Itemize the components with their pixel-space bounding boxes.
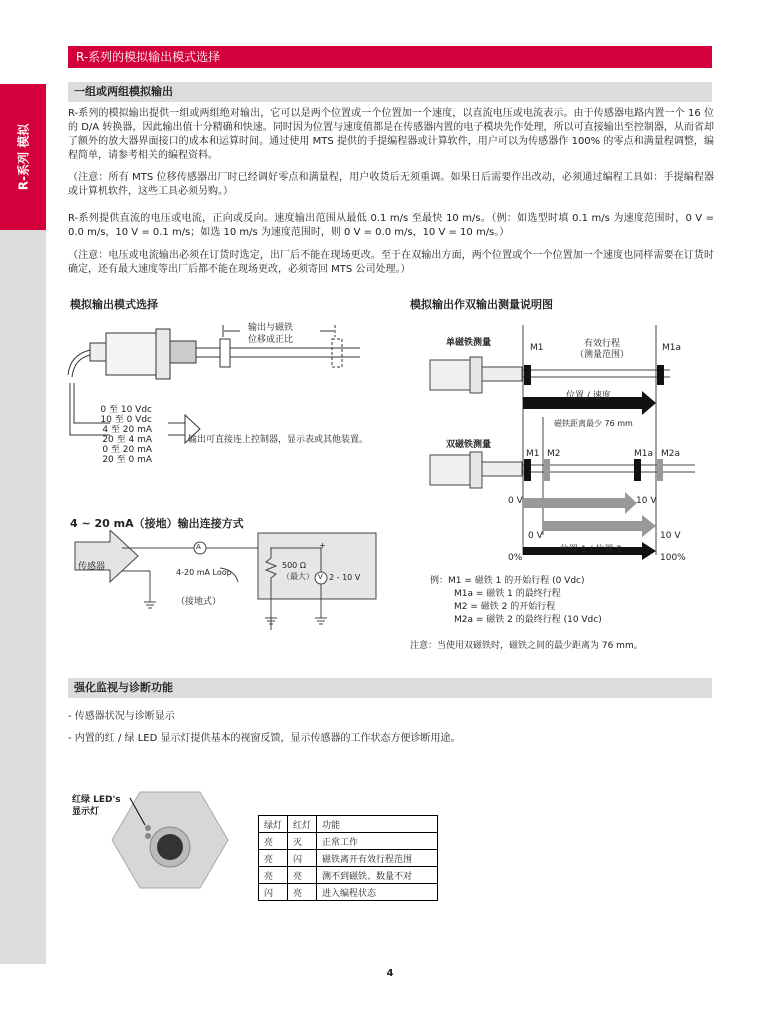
table-header-row: 绿灯 红灯 功能 [259, 816, 438, 833]
table-row: 亮 亮 测不到磁铁、数量不对 [259, 867, 438, 884]
section-heading: 强化监视与诊断功能 [68, 678, 712, 698]
sensor-head [106, 333, 156, 375]
proportional-label: 输出与磁铁 位移成正比 [248, 323, 294, 345]
led-icon [145, 833, 151, 839]
led-icon [145, 825, 151, 831]
min-distance-label: 磁铁距离最少 76 mm [554, 419, 633, 428]
resistor-label: 500 Ω （最大） [282, 561, 314, 581]
led-label: 红绿 LED's 显示灯 [72, 795, 121, 817]
bullet-item: - 传感器状况与诊断显示 [68, 711, 175, 722]
magnet-m1a [634, 459, 641, 481]
magnet [220, 339, 230, 367]
side-tab [0, 84, 46, 230]
paragraph: R-系列提供直流的电压或电流，正向或反向。速度输出范围从最低 0.1 m/s 至最快 10 m/s。（例：如选型时填 0.1 m/s 为速度范围时，0 V = 0.0 m/s，10 V = 0.1 m/s；如选 10 m/s 为速度范围时，则 0 V = 0.0 m/s，10 V = 10 m/s。） [68, 213, 714, 238]
minus-sign: - [147, 566, 150, 575]
magnet-m2a [657, 459, 663, 481]
paragraph-note: （注意：电压或电流输出必须在订货时选定，出厂后不能在现场更改。至于在双输出方面，两个位置或个一个位置加一个速度也同样需要在订货时确定，还有最大速度等出厂后都不能在现场更改，必须寄回 MTS 公司处理。） [68, 250, 714, 275]
m1-label: M1 [526, 449, 540, 459]
dual-magnet-note: 注意：当使用双磁铁时，磁铁之间的最少距离为 76 mm。 [410, 641, 643, 651]
bullet-item: - 内置的红 / 绿 LED 显示灯提供基本的视窗反馈，显示传感器的工作状态方便诊断用途。 [68, 733, 461, 744]
sensor-label: 传感器 [78, 562, 106, 572]
zero-percent-label: 0% [508, 553, 523, 563]
magnet-m1 [524, 459, 531, 481]
paragraph: R-系列的模拟输出提供一组或两组绝对输出，它可以是两个位置或一个位置加一个速度，以直流电压或电流表示。由于传感器电路内置一个 16 位的 D/A 转换器，因此输出值十分精确和快速。同时因为位置与速度值都是在传感器内置的电子模块先作处理，所以可直接输出至控制器，从而省却了额外的放大器界面接口的成本和运算时间。通过使用 MTS 提供的手提编程器或计算软件，用户可以为传感器作 100% 的零点和满量程调整，编程简单，请参考相关的编程资料。 [68, 108, 714, 161]
ten-volt-label: 10 V [636, 496, 657, 506]
hundred-percent-label: 100% [660, 553, 686, 563]
sensor-single [430, 360, 470, 390]
output2-arrow [543, 515, 656, 537]
paragraph-note: （注意：所有 MTS 位移传感器出厂时已经调好零点和满量程，用户收货后无须重调。如果日后需要作出改动，必须通过编程工具如：手提编程器或计算机软件，这些工具必须另购。） [68, 172, 714, 197]
page-title: R-系列的模拟输出模式选择 [76, 50, 221, 64]
position-speed-label: 位置 / 速度 [566, 391, 611, 401]
section-heading: 一组或两组模拟输出 [68, 82, 712, 102]
m1-label: M1 [530, 343, 544, 353]
output-arrow-text: 输出可直接连上控制器，显示表或其他装置。 [188, 435, 369, 445]
magnet-m2 [544, 459, 550, 481]
ammeter-label: A [196, 543, 201, 551]
magnet-ghost [332, 339, 342, 367]
zero-volt-label: 0 V [508, 496, 523, 506]
loop-wiring-diagram [60, 530, 390, 635]
connector-icon [157, 834, 183, 860]
figure-title: 模拟输出作双输出测量说明图 [410, 298, 553, 311]
output1-arrow [523, 492, 637, 514]
sensor-double [430, 455, 470, 485]
page-title-bar [68, 46, 712, 68]
side-tab-label: R-系列 模拟 [16, 123, 31, 191]
loop-label: 4-20 mA Loop [176, 568, 232, 577]
double-magnet-label: 双磁铁测量 [446, 440, 492, 450]
magnet-m1a [657, 365, 664, 385]
plus-sign: + [319, 541, 326, 550]
side-margin [0, 230, 46, 964]
led-status-table [258, 815, 438, 901]
connector [90, 343, 106, 361]
grounded-label: （接地式） [176, 597, 222, 607]
figure-title: 4 ~ 20 mA（接地）输出连接方式 [70, 517, 244, 530]
table-row: 亮 灭 正常工作 [259, 833, 438, 850]
output-range-list: 0 至 10 Vdc 10 至 0 Vdc 4 至 20 mA 20 至 4 mA 0 至 20 mA 20 至 0 mA [100, 405, 152, 465]
single-magnet-label: 单磁铁测量 [446, 338, 492, 348]
voltmeter-label: V [318, 573, 323, 581]
magnet-legend: 例：M1 = 磁铁 1 的开始行程 (0 Vdc) M1a = 磁铁 1 的最终行程 M2 = 磁铁 2 的开始行程 M2a = 磁铁 2 的最终行程 (10 Vdc) [430, 576, 602, 625]
page-number: 4 [386, 968, 394, 979]
m2-label: M2 [547, 449, 561, 459]
table-row: 亮 闪 磁铁离开有效行程范围 [259, 850, 438, 867]
ground-icon [144, 602, 327, 624]
thread [170, 341, 196, 363]
stroke-label: 有效行程 （测量范围） [575, 339, 630, 360]
voltage-label: 2 - 10 V [329, 573, 361, 582]
table-row: 闪 亮 进入编程状态 [259, 884, 438, 901]
magnet-m1 [524, 365, 531, 385]
zero-volt-label: 0 V [528, 531, 543, 541]
sensor-arrow [75, 530, 138, 582]
m1a-label: M1a [634, 449, 654, 459]
cable [68, 350, 90, 375]
ten-volt-label: 10 V [660, 531, 681, 541]
position12-label: 位置 1 / 位置 2 [560, 545, 622, 555]
m2a-label: M2a [661, 449, 681, 459]
m1a-label: M1a [662, 343, 682, 353]
figure-title: 模拟输出模式选择 [70, 298, 158, 311]
sensor-face-photo [110, 790, 230, 890]
